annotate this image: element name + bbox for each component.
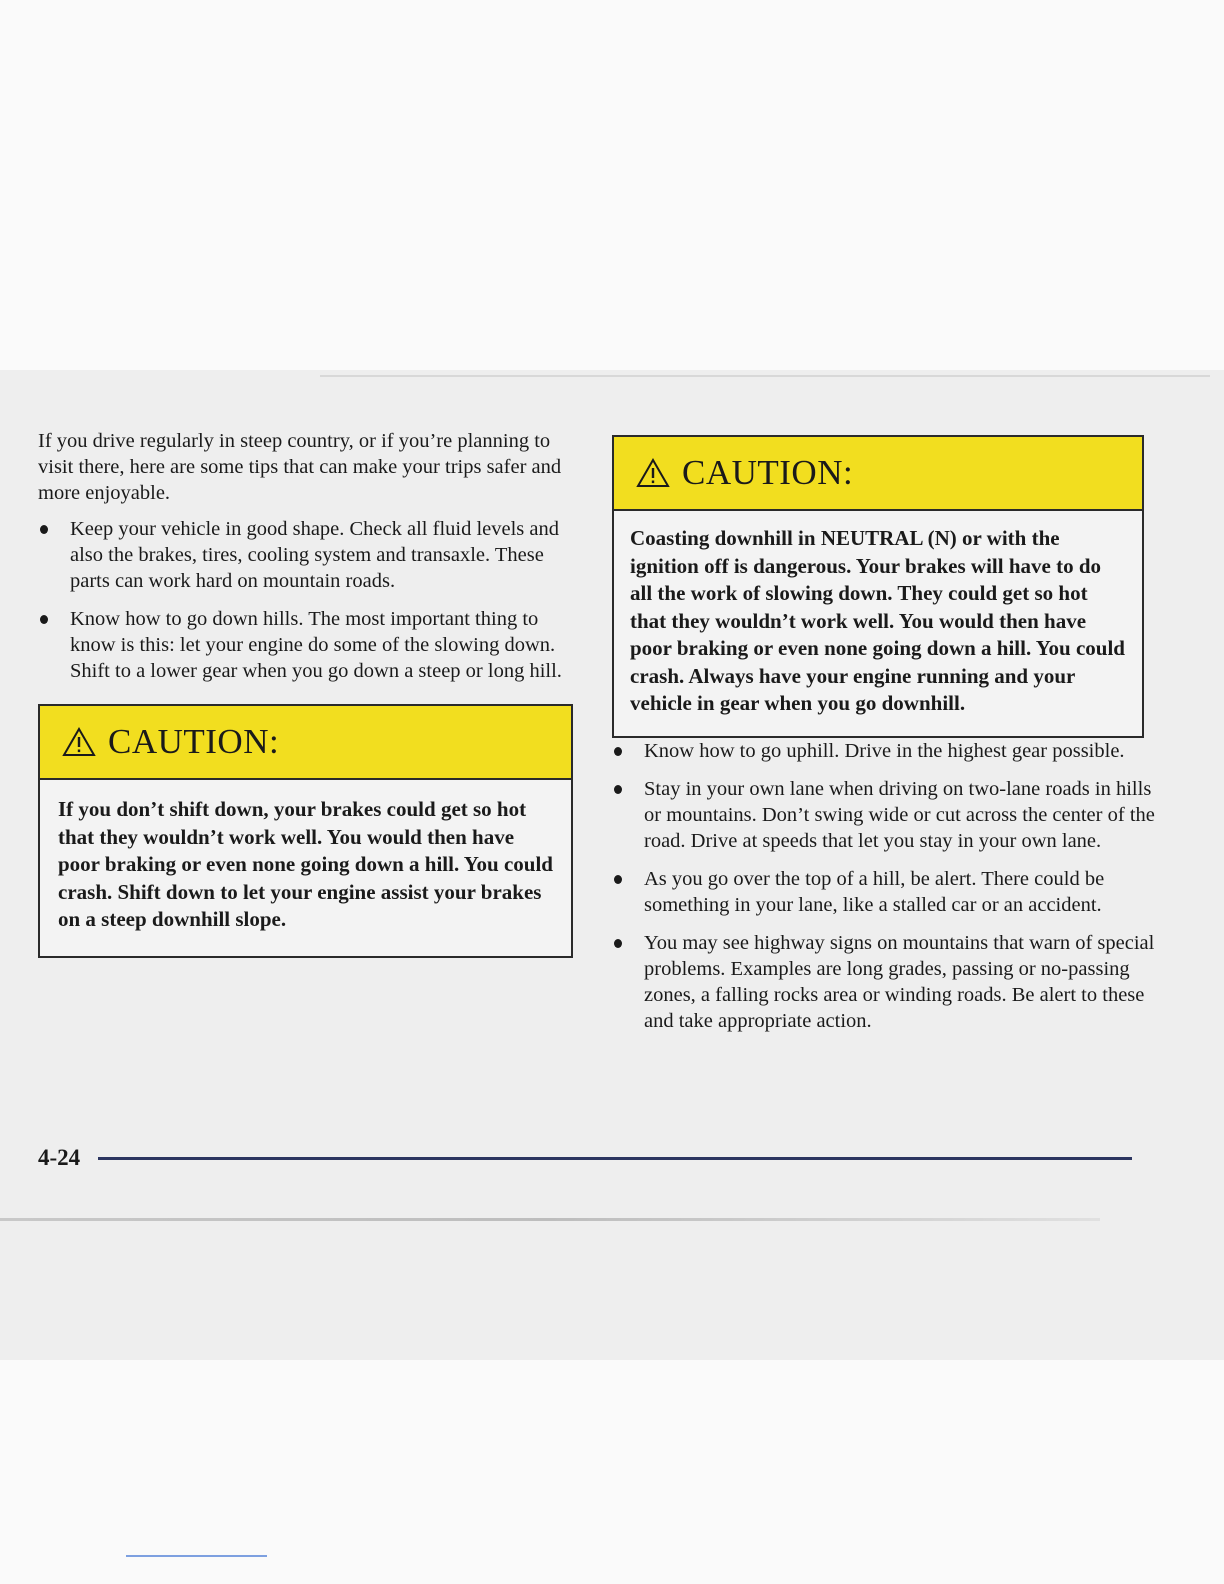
left-bullet-list — [38, 516, 573, 684]
bullet-icon — [40, 525, 48, 534]
intro-paragraph: If you drive regularly in steep country, or if you’re planning to visit there, here are some tips that can make your trips safer and more enjoyable. — [38, 430, 562, 504]
caution-title: CAUTION: — [108, 722, 280, 761]
right-bullet-list — [612, 738, 1157, 1034]
footer-rule — [98, 1157, 1132, 1160]
warning-triangle-icon — [636, 458, 670, 488]
list-item: As you go over the top of a hill, be alert. There could be something in your lane, like a stalled car or an accident. — [612, 866, 1157, 918]
caution-box-left — [38, 704, 573, 958]
caution-text: Coasting downhill in NEUTRAL (N) or with the ignition off is dangerous. Your brakes will have to do all the work of slowing down. They could get so hot that they wouldn’t work well. You would then have poor braking or even none going down a hill. You could crash. Always have your engine running and your vehicle in gear when you go downhill. — [630, 526, 1125, 715]
list-item: Keep your vehicle in good shape. Check all fluid levels and also the brakes, tires, cooling system and transaxle. These parts can work hard on mountain roads. — [38, 516, 573, 594]
bullet-icon — [614, 939, 622, 948]
page-number: 4-24 — [38, 1145, 81, 1170]
caution-header — [40, 706, 571, 780]
list-item: Know how to go uphill. Drive in the highest gear possible. — [612, 738, 1157, 764]
list-item: Stay in your own lane when driving on two-lane roads in hills or mountains. Don’t swing wide or cut across the center of the road. Drive at speeds that let you stay in your own lane. — [612, 776, 1157, 854]
left-column — [38, 428, 573, 958]
link-underline — [126, 1555, 267, 1557]
caution-title: CAUTION: — [682, 453, 854, 492]
scan-edge-top — [320, 375, 1210, 377]
right-column — [612, 435, 1157, 1046]
caution-box-right — [612, 435, 1144, 738]
warning-triangle-icon — [62, 727, 96, 757]
bullet-icon — [40, 615, 48, 624]
bullet-icon — [614, 747, 622, 756]
caution-header — [614, 437, 1142, 511]
caution-text: If you don’t shift down, your brakes could get so hot that they wouldn’t work well. You would then have poor braking or even none going down a hill. You could crash. Shift down to let your engine assist your brakes on a steep downhill slope. — [58, 797, 553, 931]
scan-edge-bottom — [0, 1218, 1100, 1221]
bullet-icon — [614, 875, 622, 884]
list-item: Know how to go down hills. The most important thing to know is this: let your engine do some of the slowing down. Shift to a lower gear when you go down a steep or long hill. — [38, 606, 573, 684]
list-item: You may see highway signs on mountains that warn of special problems. Examples are long grades, passing or no-passing zones, a falling rocks area or winding roads. Be alert to these and take appropriate action. — [612, 930, 1157, 1034]
bullet-icon — [614, 785, 622, 794]
